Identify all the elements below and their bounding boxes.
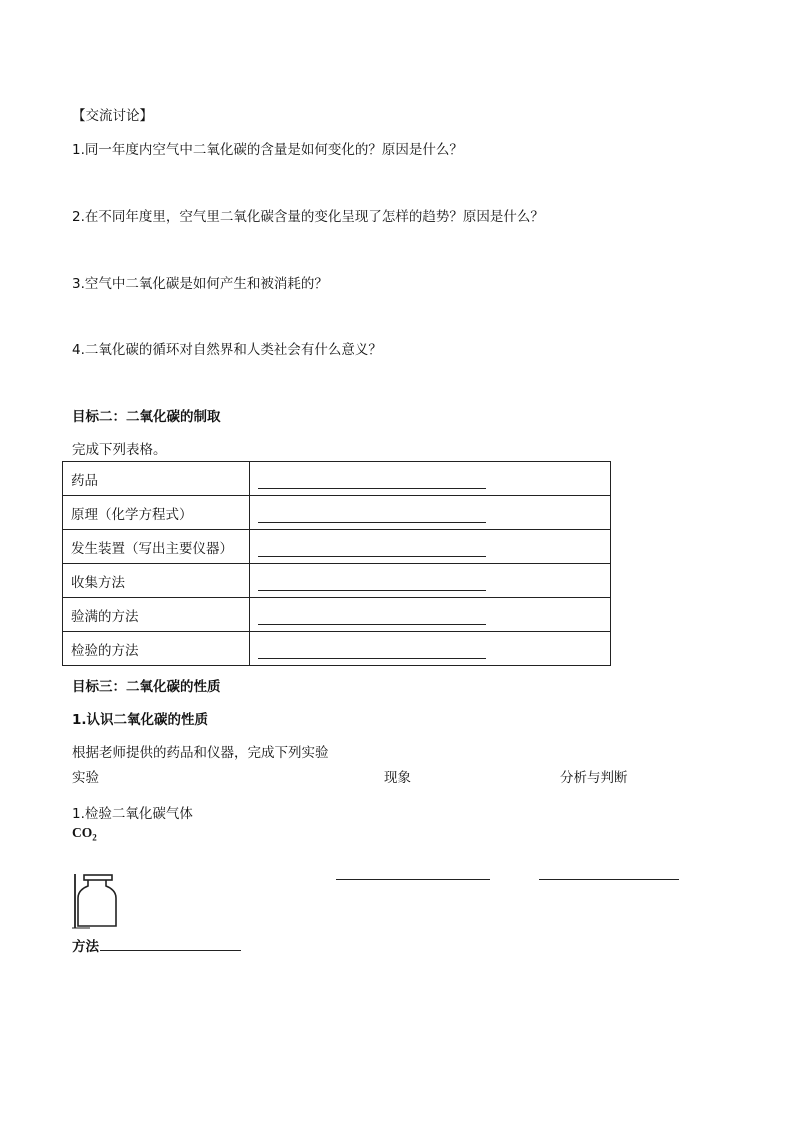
row-label: 检验的方法: [63, 632, 250, 666]
discussion-heading: 【交流讨论】: [72, 108, 153, 124]
preparation-table: [62, 461, 611, 666]
goal3-instruction: 根据老师提供的药品和仪器，完成下列实验: [72, 745, 329, 761]
co2-label: $CO_2$: [72, 825, 97, 843]
row-label: 原理（化学方程式）: [63, 496, 250, 530]
answer-cell[interactable]: [250, 462, 611, 496]
answer-cell[interactable]: [250, 632, 611, 666]
question-1: 1.同一年度内空气中二氧化碳的含量是如何变化的？原因是什么？: [72, 142, 463, 158]
answer-blank[interactable]: [258, 604, 486, 625]
answer-blank[interactable]: [258, 536, 486, 557]
column-phenomenon: 现象: [384, 770, 411, 786]
row-label: 验满的方法: [63, 598, 250, 632]
table-row: [63, 632, 611, 666]
goal2-heading: 目标二：二氧化碳的制取: [72, 409, 221, 425]
question-3: 3.空气中二氧化碳是如何产生和被消耗的？: [72, 276, 328, 292]
phenomenon-blank[interactable]: [336, 879, 490, 880]
column-experiment: 实验: [72, 770, 99, 786]
answer-blank[interactable]: [258, 468, 486, 489]
answer-blank[interactable]: [258, 502, 486, 523]
column-analysis: 分析与判断: [560, 770, 628, 786]
gas-jar-icon: [72, 872, 122, 930]
answer-blank[interactable]: [258, 638, 486, 659]
answer-cell[interactable]: [250, 496, 611, 530]
table-row: [63, 462, 611, 496]
question-4: 4.二氧化碳的循环对自然界和人类社会有什么意义？: [72, 342, 382, 358]
analysis-blank[interactable]: [539, 879, 679, 880]
goal2-instruction: 完成下列表格。: [72, 442, 167, 458]
goal3-heading: 目标三：二氧化碳的性质: [72, 679, 221, 695]
row-label: 药品: [63, 462, 250, 496]
table-row: [63, 564, 611, 598]
row-label: 收集方法: [63, 564, 250, 598]
goal3-subheading: 1.认识二氧化碳的性质: [72, 712, 209, 728]
table-row: [63, 598, 611, 632]
row-label: 发生装置（写出主要仪器）: [63, 530, 250, 564]
answer-cell[interactable]: [250, 530, 611, 564]
question-2: 2.在不同年度里，空气里二氧化碳含量的变化呈现了怎样的趋势？原因是什么？: [72, 209, 544, 225]
experiment-1-title: 1.检验二氧化碳气体: [72, 806, 193, 822]
table-row: [63, 530, 611, 564]
method-label: 方法: [72, 939, 99, 955]
method-blank[interactable]: [100, 950, 241, 951]
table-row: [63, 496, 611, 530]
answer-blank[interactable]: [258, 570, 486, 591]
answer-cell[interactable]: [250, 598, 611, 632]
answer-cell[interactable]: [250, 564, 611, 598]
